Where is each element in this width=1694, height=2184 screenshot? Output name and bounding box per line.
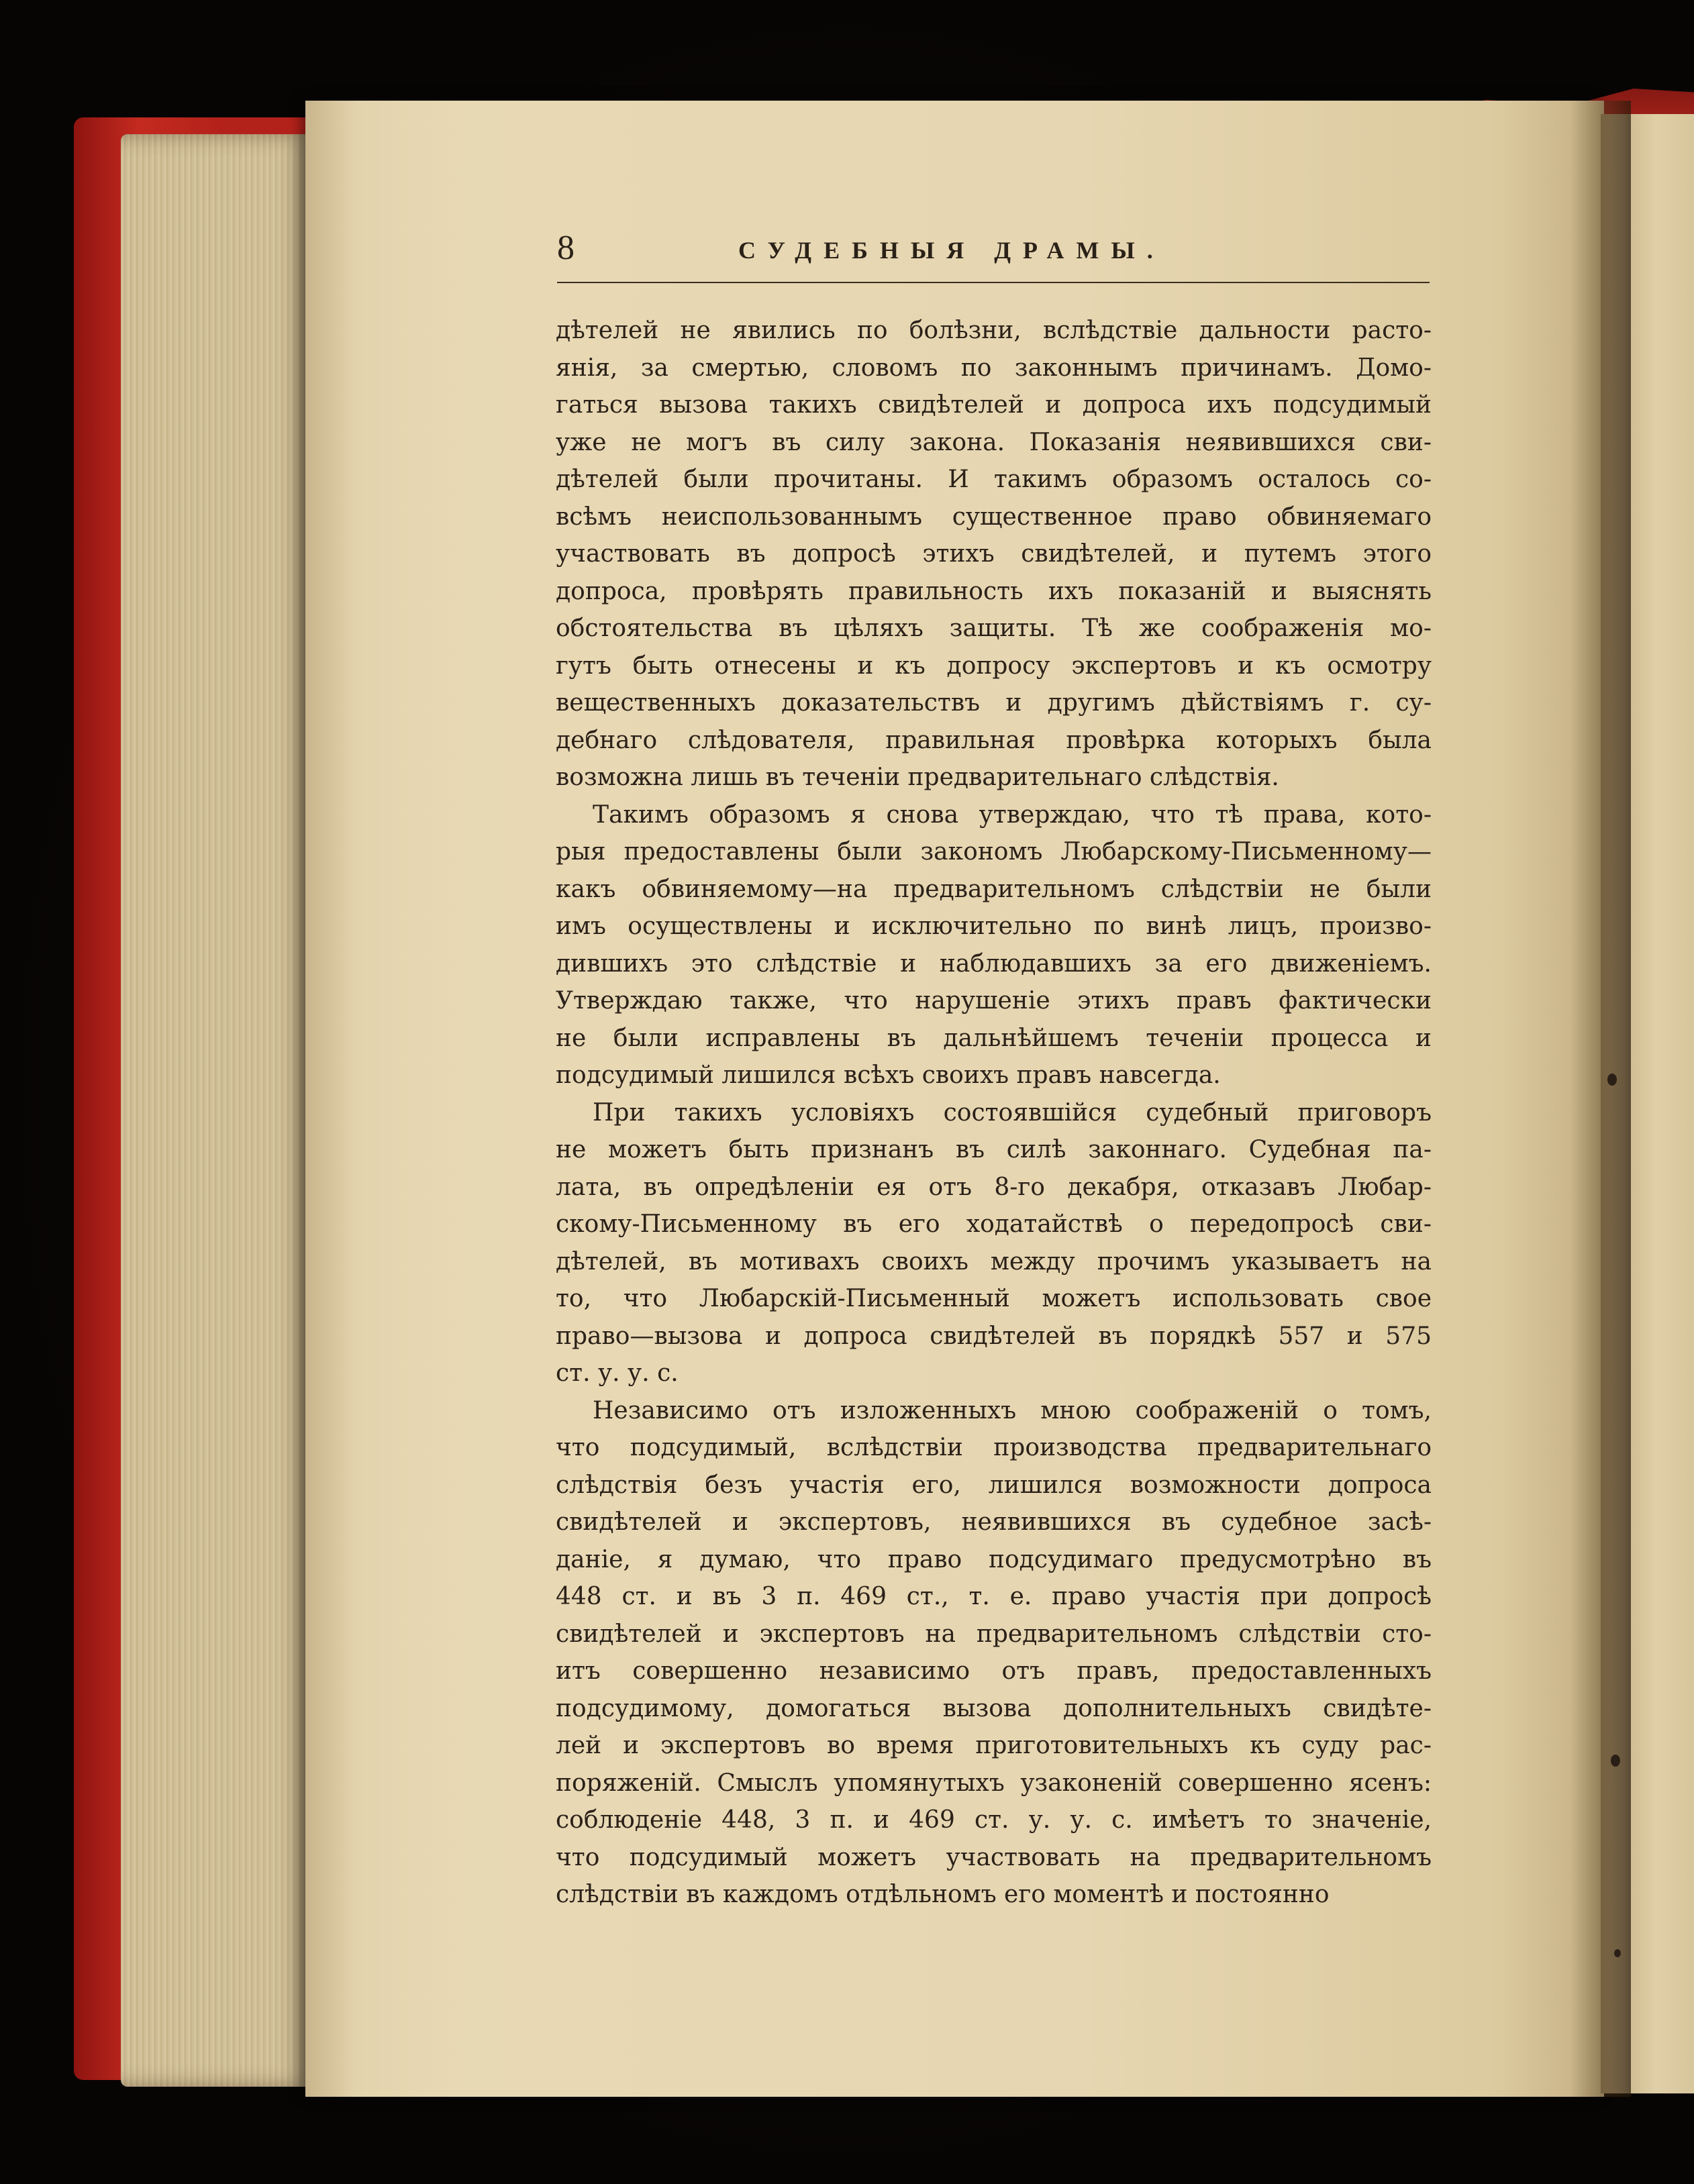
text-line: слѣдствія безъ участія его, лишился возможности допроса <box>556 1471 1432 1499</box>
text-line: возможна лишь въ теченіи предварительнаго слѣдствія. <box>556 764 1279 791</box>
ink-mark <box>1607 1074 1617 1086</box>
text-line: рыя предоставлены были закономъ Любарскому-Письменному— <box>556 838 1432 866</box>
text-line: дившихъ это слѣдствіе и наблюдавшихъ за его движеніемъ. <box>556 949 1432 978</box>
running-head: СУДЕБНЫЯ ДРАМЫ. <box>738 237 1165 264</box>
text-line: Утверждаю также, что нарушеніе этихъ правъ фактически <box>556 987 1432 1015</box>
text-line: свидѣтелей и экспертовъ, неявившихся въ судебное засѣ- <box>556 1508 1432 1536</box>
text-line: всѣмъ неиспользованнымъ существенное право обвиняемаго <box>556 503 1432 531</box>
text-line: участвовать въ допросѣ этихъ свидѣтелей, и путемъ этого <box>556 540 1432 568</box>
text-line: подсудимому, домогаться вызова дополнительныхъ свидѣте- <box>556 1694 1432 1722</box>
text-line: итъ совершенно независимо отъ правъ, предоставленныхъ <box>556 1657 1432 1685</box>
text-line: уже не могъ въ силу закона. Показанія неявившихся сви- <box>556 428 1432 456</box>
text-line: Такимъ образомъ я снова утверждаю, что тѣ права, кото- <box>593 800 1432 829</box>
text-line: что подсудимый, вслѣдствіи производства предварительнаго <box>556 1434 1432 1461</box>
text-line: право—вызова и допроса свидѣтелей въ порядкѣ 557 и 575 <box>556 1322 1432 1350</box>
text-line: дѣтелей были прочитаны. И такимъ образомъ осталось со- <box>556 466 1432 493</box>
text-line: 448 ст. и въ 3 п. 469 ст., т. е. право участія при допросѣ <box>556 1583 1432 1610</box>
body-text <box>556 312 1432 1914</box>
page-header <box>557 228 1430 282</box>
text-line: лей и экспертовъ во время приготовительныхъ къ суду рас- <box>556 1732 1432 1759</box>
text-line: янія, за смертью, словомъ по законнымъ причинамъ. Домо- <box>556 354 1432 382</box>
text-line: скому-Письменному въ его ходатайствѣ о передопросѣ сви- <box>556 1210 1432 1238</box>
page-gutter-shadow <box>1571 101 1631 2097</box>
page-block-edge <box>121 134 315 2087</box>
text-line: дебнаго слѣдователя, правильная провѣрка которыхъ была <box>556 726 1432 754</box>
text-line: даніе, я думаю, что право подсудимаго предусмотрѣно въ <box>556 1545 1432 1573</box>
text-line: поряженій. Смыслъ упомянутыхъ узаконеній совершенно ясенъ: <box>556 1769 1432 1797</box>
text-line: свидѣтелей и экспертовъ на предварительномъ слѣдствіи сто- <box>556 1620 1432 1648</box>
text-line: ст. у. у. с. <box>556 1359 679 1387</box>
ink-mark <box>1614 1949 1621 1957</box>
text-line: слѣдствіи въ каждомъ отдѣльномъ его моментѣ и постоянно <box>556 1881 1330 1908</box>
header-rule <box>557 282 1430 283</box>
text-line: дѣтелей не явились по болѣзни, вслѣдствіе дальности расто- <box>556 317 1432 344</box>
ink-mark <box>1611 1755 1620 1767</box>
text-line: не можетъ быть признанъ въ силѣ законнаго. Судебная па- <box>556 1136 1432 1163</box>
text-line: то, что Любарскій-Письменный можетъ использовать свое <box>556 1285 1432 1312</box>
text-line: вещественныхъ доказательствъ и другимъ дѣйствіямъ г. су- <box>556 689 1432 717</box>
text-line: что подсудимый можетъ участвовать на предварительномъ <box>556 1843 1432 1871</box>
text-line: подсудимый лишился всѣхъ своихъ правъ навсегда. <box>556 1061 1221 1089</box>
text-line: гаться вызова такихъ свидѣтелей и допроса ихъ подсудимый <box>556 391 1432 419</box>
text-line: допроса, провѣрять правильность ихъ показаній и выяснять <box>556 577 1432 605</box>
text-line: имъ осуществлены и исключительно по винѣ лицъ, произво- <box>556 913 1432 940</box>
text-line: соблюденіе 448, 3 п. и 469 ст. у. у. с. имѣетъ то значеніе, <box>556 1806 1432 1834</box>
text-line: обстоятельства въ цѣляхъ защиты. Тѣ же соображенія мо- <box>556 615 1432 642</box>
page-number: 8 <box>557 229 575 267</box>
text-line: Независимо отъ изложенныхъ мною соображеній о томъ, <box>593 1396 1432 1424</box>
text-line: дѣтелей, въ мотивахъ своихъ между прочимъ указываетъ на <box>556 1247 1432 1276</box>
text-line: гутъ быть отнесены и къ допросу экспертовъ и къ осмотру <box>556 652 1432 680</box>
text-line: не были исправлены въ дальнѣйшемъ теченіи процесса и <box>556 1024 1432 1052</box>
text-line: лата, въ опредѣленіи ея отъ 8-го декабря, отказавъ Любар- <box>556 1173 1432 1201</box>
text-line: При такихъ условіяхъ состоявшійся судебный приговоръ <box>593 1098 1432 1127</box>
text-line: какъ обвиняемому—на предварительномъ слѣдствіи не были <box>556 875 1432 903</box>
